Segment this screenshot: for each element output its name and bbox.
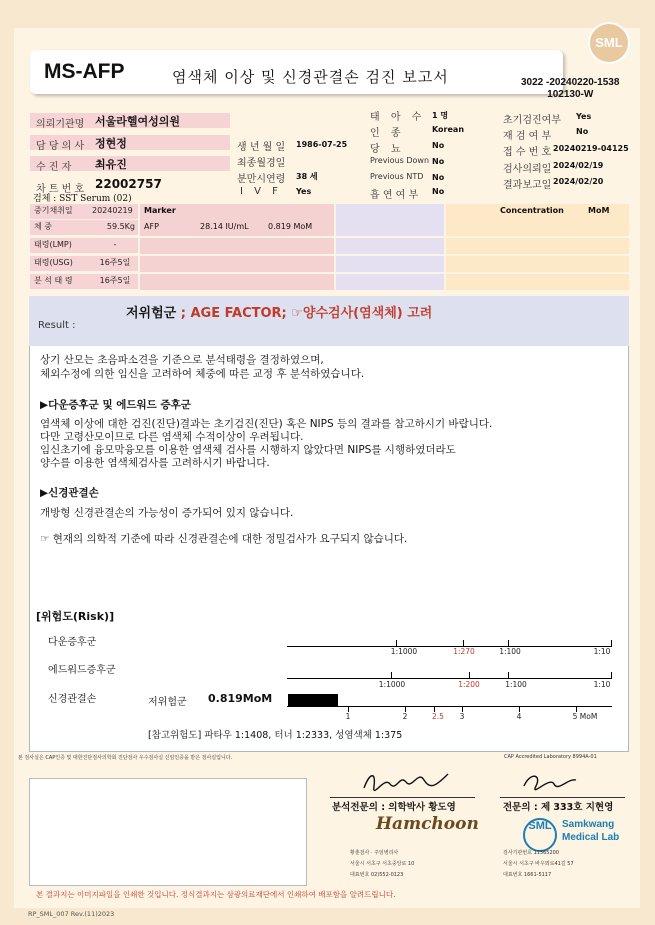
empty-row (140, 274, 334, 290)
measure-label: 중기채취일 (30, 204, 88, 219)
doctor-value: 정현정 (95, 137, 127, 150)
ntd-mom: 0.819MoM (208, 692, 273, 705)
footer-note: 본 결과지는 이미지파일을 인쇄한 것입니다. 정식결과지는 삼광의료재단에서 인쇄하여 배포함을 알려드립니다. (36, 890, 396, 899)
empty-row (140, 256, 334, 272)
name-label: 수 진 자 (36, 162, 72, 173)
marker-value: 28.14 IU/mL (200, 222, 249, 231)
marker-header: Marker (144, 206, 176, 215)
report-id-line2: 102130-W (547, 89, 594, 100)
left-info: 대표번호 02)552-0123 (350, 872, 404, 878)
mom-header: MoM (588, 206, 610, 215)
left-info: 서울시 서초구 서초중앙로 10 (350, 861, 415, 867)
smoke-value: No (432, 187, 445, 196)
recommendation: ☞양수검사(염색체) 고려 (291, 306, 433, 321)
down-scale (287, 646, 612, 647)
scale-tick-label: 1:100 (505, 680, 527, 689)
scale-tick-label: 5 MoM (572, 712, 598, 721)
measure-label: 분 석 태 령 (30, 274, 88, 289)
prev-ntd-value: No (432, 173, 445, 182)
analyst-name: 분석전문의 : 의학박사 황도영 (332, 802, 456, 813)
prev-down-value: No (432, 157, 445, 166)
cap-note: 본 검사실은 CAP인증 및 대한진단검사의학회 진단검사 우수검사실 신임인증을 받은 검사실입니다. (18, 755, 233, 761)
measure-value: 20240219 (88, 204, 138, 219)
specialist-line (500, 797, 625, 798)
ntd-label: 신경관결손 (48, 694, 97, 705)
section-down-edwards: ▶다운증후군 및 에드워드 증후군 (40, 399, 191, 411)
risk-level: 저위험군 (126, 306, 177, 321)
race-value: Korean (432, 125, 465, 134)
empty-cell (336, 274, 444, 290)
empty-cell (446, 220, 629, 236)
empty-cell (336, 204, 444, 220)
empty-cell (446, 238, 629, 254)
req-date-value: 2024/02/19 (553, 161, 604, 170)
scale-tick (469, 672, 470, 678)
marker-mom: 0.819 MoM (268, 222, 313, 231)
race-label: 인 종 (370, 128, 405, 139)
scale-tick-label: 1:100 (499, 647, 521, 656)
ivf-label: I V F (240, 186, 282, 197)
prev-ntd-label: Previous NTD (370, 172, 424, 181)
age-value: 38 세 (296, 172, 318, 181)
req-date-label: 검사의뢰일 (503, 164, 552, 175)
measure-label: 태령(LMP) (30, 238, 88, 253)
report-id-line1: 3022 -20240220-1538 (521, 77, 620, 88)
scale-tick (463, 640, 464, 646)
measure-label: 태령(USG) (30, 256, 88, 271)
measure-value: 59.5Kg (88, 220, 138, 235)
edwards-scale (287, 678, 612, 679)
analyst-line (330, 797, 475, 798)
specimen: 검체 : SST Serum (02) (33, 194, 132, 204)
dob-label: 생 년 월 일 (237, 142, 286, 153)
medical-lab-name: Medical Lab (562, 832, 620, 843)
empty-cell (446, 274, 629, 290)
smoke-label: 흡 연 여 부 (370, 190, 419, 201)
sec2-line: 개방형 신경관결손의 가능성이 증가되어 있지 않습니다. (40, 507, 294, 519)
result-date-label: 결과보고일 (503, 180, 552, 191)
specialist-signature (520, 768, 580, 794)
chart-value: 22002757 (95, 177, 162, 191)
first-value: Yes (576, 112, 592, 121)
measure-label: 체 중 (30, 220, 88, 235)
hospital-label: 의뢰기관명 (36, 119, 85, 130)
scale-tick-label: 1:10 (593, 647, 611, 656)
ntd-mom-bar (288, 694, 338, 706)
scale-tick-label: 1:10 (593, 680, 611, 689)
scale-tick (611, 640, 612, 646)
sec1-line: 임신초기에 융모막융모를 이용한 염색체 검사를 시행하지 않았다면 NIPS를 시행하였더라도 (40, 444, 456, 456)
ivf-value: Yes (296, 187, 312, 196)
scale-tick (396, 640, 397, 646)
retest-label: 재 검 여 부 (503, 131, 552, 142)
analyst-signature (362, 766, 452, 796)
scale-tick (508, 640, 509, 646)
down-label: 다운증후군 (48, 637, 97, 648)
scale-tick-label: 2.5 (432, 712, 444, 721)
scale-tick (508, 672, 509, 678)
ntd-scale (287, 706, 612, 707)
scale-tick-label: 1:270 (453, 647, 475, 656)
scale-tick-label: 2 (402, 712, 408, 721)
marker-name: AFP (144, 222, 159, 231)
scale-tick (611, 672, 612, 678)
scale-tick-label: 3 (459, 712, 465, 721)
sec2-line: ☞ 현재의 의학적 기준에 따라 신경관결손에 대한 정밀검사가 요구되지 않습니다. (40, 533, 408, 545)
section-ntd: ▶신경관결손 (40, 487, 99, 499)
result-headline (126, 302, 432, 321)
doc-title: 염색체 이상 및 신경관결손 검진 보고서 (172, 68, 449, 86)
measure-value: - (88, 238, 138, 253)
empty-row (140, 238, 334, 254)
scale-tick-label: 1:1000 (390, 647, 418, 656)
receipt-value: 20240219-04125 (553, 144, 629, 153)
specialist-name: 전문의 : 제 333호 지현영 (503, 802, 614, 813)
dob-value: 1986-07-25 (296, 140, 348, 149)
retest-value: No (576, 127, 589, 136)
reference-risk: [참고위험도] 파타우 1:1408, 터너 1:2333, 성염색체 1:375 (148, 730, 403, 741)
intro-line-2: 체외수정에 의한 임신을 고려하여 체중에 따른 교정 후 분석하였습니다. (40, 368, 365, 380)
intro-line-1: 상기 산모는 초음파소견을 기준으로 분석태령을 결정하였으며, (40, 354, 324, 366)
fetus-value: 1 명 (432, 111, 449, 120)
empty-cell (336, 220, 444, 236)
result-label: Result : (38, 320, 76, 331)
stamp-box (29, 778, 307, 886)
scale-tick-label: 1:1000 (378, 680, 406, 689)
edwards-label: 에드워드증후군 (48, 665, 116, 676)
sec1-line: 양수를 이용한 염색체검사를 고려하시기 바랍니다. (40, 457, 270, 469)
diabetes-value: No (432, 141, 445, 150)
doctor-label: 담 당 의 사 (36, 141, 85, 152)
conc-header: Concentration (500, 206, 564, 215)
diabetes-label: 당 뇨 (370, 144, 405, 155)
age-label: 분만시연령 (237, 174, 286, 185)
chart-label: 차 트 번 호 (36, 184, 85, 195)
empty-cell (446, 256, 629, 272)
empty-cell (336, 256, 444, 272)
ntd-risk-level: 저위험군 (148, 697, 187, 708)
receipt-label: 접 수 번 호 (503, 147, 552, 158)
samkwang-name: Samkwang (562, 819, 615, 830)
doc-type: MS-AFP (44, 60, 125, 83)
cap-number: CAP Accredited Laboratory 8994A-01 (504, 754, 597, 760)
name-value: 최유진 (95, 158, 127, 171)
sml-logo: SML (588, 22, 630, 64)
sec1-line: 다만 고령산모이므로 다른 염색체 수적이상이 우려됩니다. (40, 431, 304, 443)
right-info: 서울시 서초구 바우뫼로41길 57 (503, 861, 574, 867)
measure-value: 16주5일 (88, 274, 138, 289)
revision: RP_SML_007 Rev.(11)2023 (28, 910, 115, 918)
sec1-line: 염색체 이상에 대한 검진(진단)결과는 초기검진(진단) 혹은 NIPS 등의 결과를 참고하시기 바랍니다. (40, 418, 493, 430)
fetus-label: 태 아 수 (370, 112, 426, 123)
age-factor: ; AGE FACTOR; (180, 306, 287, 321)
left-info: 황춘검사 · 주임병리사 (350, 850, 399, 856)
empty-cell (336, 238, 444, 254)
lmp-label: 최종월경일 (237, 158, 286, 169)
scale-tick-label: 1 (345, 712, 351, 721)
scale-tick (391, 672, 392, 678)
report-id (521, 77, 619, 101)
hamchoon-logo: Hamchoon (376, 814, 479, 834)
prev-down-label: Previous Down (370, 156, 430, 165)
result-date-value: 2024/02/20 (553, 177, 604, 186)
scale-tick-label: 1:200 (458, 680, 480, 689)
hospital-value: 서울라헬여성의원 (95, 115, 181, 128)
scale-tick-label: 4 (516, 712, 522, 721)
risk-title: [위험도(Risk)] (36, 610, 115, 623)
first-label: 초기검진여부 (503, 115, 561, 126)
right-info: 검사기관번호 11365200 (503, 850, 560, 856)
measure-value: 16주5일 (88, 256, 138, 271)
right-info: 대표번호 1661-5117 (503, 872, 552, 878)
sml-stamp-logo: SML (523, 818, 557, 852)
